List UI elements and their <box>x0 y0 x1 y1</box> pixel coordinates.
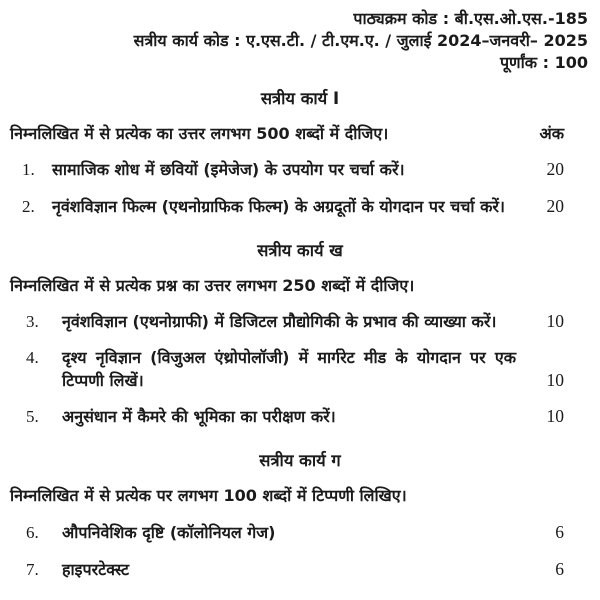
question-row-1 <box>10 158 590 181</box>
section-1-instruction-row <box>10 123 590 145</box>
question-5-marks: 10 <box>546 406 564 426</box>
question-row-4 <box>10 346 590 392</box>
question-row-5 <box>10 405 590 428</box>
question-1-text: सामाजिक शोध में छवियों (इमेजेज) के उपयोग पर चर्चा करें। <box>52 160 405 179</box>
question-row-2 <box>10 195 590 218</box>
question-4-marks: 10 <box>546 370 564 390</box>
assignment-code-line: सत्रीय कार्य कोड : ए.एस.टी. / टी.एम.ए. / जुलाई 2024–जनवरी– 2025 <box>133 31 588 50</box>
question-row-3 <box>10 310 590 333</box>
question-3-text: नृवंशविज्ञान (एथनोग्राफी) में डिजिटल प्रौद्योगिकी के प्रभाव की व्याख्या करें। <box>62 312 497 331</box>
section-2-instruction: निम्नलिखित में से प्रत्येक प्रश्न का उत्तर लगभग 250 शब्दों में दीजिए। <box>10 276 415 295</box>
question-5-number: 5. <box>26 407 39 426</box>
section-3-instruction: निम्नलिखित में से प्रत्येक पर लगभग 100 शब्दों में टिप्पणी लिखिए। <box>10 486 407 505</box>
section-2-title: सत्रीय कार्य ख <box>257 241 343 260</box>
document-header <box>10 8 590 74</box>
section-3-title: सत्रीय कार्य ग <box>259 451 341 470</box>
section-3-instruction-row <box>10 485 590 507</box>
section-2-instruction-row <box>10 275 590 297</box>
question-7-text: हाइपरटेक्स्ट <box>62 560 130 579</box>
question-6-number: 6. <box>26 523 39 542</box>
question-4-text: दृश्य नृविज्ञान (विजुअल एंथ्रोपोलॉजी) में मार्गरेट मीड के योगदान पर एक टिप्पणी लिखें। <box>62 348 516 390</box>
question-row-6 <box>10 521 590 544</box>
question-7-marks: 6 <box>555 559 564 579</box>
question-2-marks: 20 <box>546 196 564 216</box>
question-6-text: औपनिवेशिक दृष्टि (कॉलोनियल गेज) <box>62 523 276 542</box>
question-5-text: अनुसंधान में कैमरे की भूमिका का परीक्षण करें। <box>62 407 336 426</box>
marks-column-label: अंक <box>539 124 564 143</box>
section-1-title: सत्रीय कार्य I <box>260 89 340 108</box>
question-6-marks: 6 <box>555 522 564 542</box>
question-3-marks: 10 <box>546 311 564 331</box>
total-marks-line: पूर्णांक : 100 <box>499 53 588 72</box>
question-2-number: 2. <box>22 197 35 216</box>
question-1-marks: 20 <box>546 159 564 179</box>
section-1-instruction: निम्नलिखित में से प्रत्येक का उत्तर लगभग 500 शब्दों में दीजिए। <box>10 124 389 143</box>
question-3-number: 3. <box>26 312 39 331</box>
question-1-number: 1. <box>22 160 35 179</box>
question-row-7 <box>10 558 590 581</box>
question-2-text: नृवंशविज्ञान फिल्म (एथनोग्राफिक फिल्म) के अग्रदूतों के योगदान पर चर्चा करें। <box>52 197 506 216</box>
question-4-number: 4. <box>26 348 39 367</box>
question-7-number: 7. <box>26 560 39 579</box>
course-code-line: पाठ्यक्रम कोड : बी.एस.ओ.एस.-185 <box>353 9 588 28</box>
